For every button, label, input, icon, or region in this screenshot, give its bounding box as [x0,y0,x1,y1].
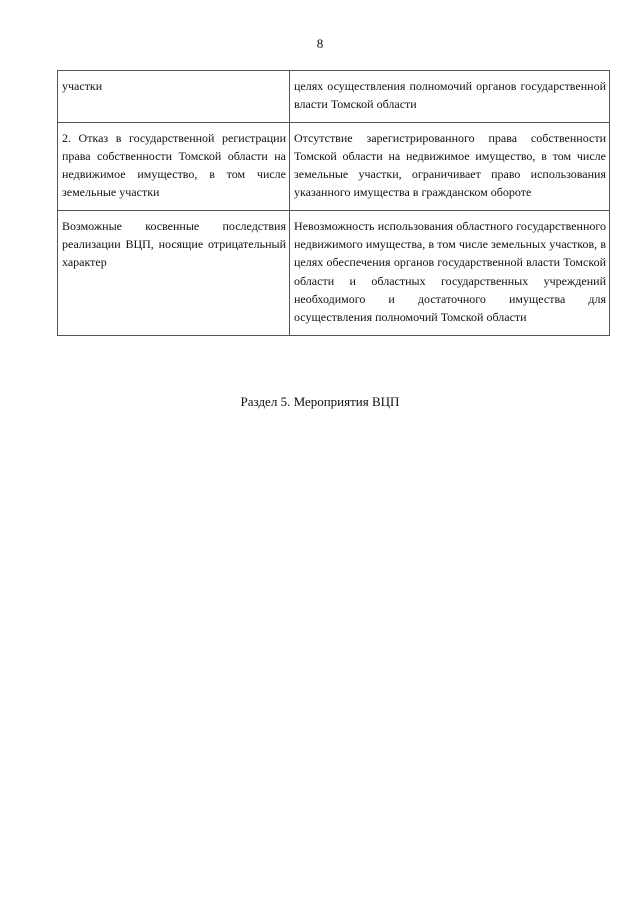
table-row [58,122,610,210]
cell-text: участки [62,79,103,93]
content-table [57,70,610,336]
cell-text: 2. Отказ в государственной регистрации права собственности Томской области на недвижимое имущество, в том числе земельные участки [62,130,286,200]
table-cell-left [58,71,290,123]
table-cell-right [290,71,610,123]
cell-text: Возможные косвенные последствия реализации ВЦП, носящие отрицательный характер [62,218,286,270]
table-cell-right [290,122,610,210]
section-title: Раздел 5. Мероприятия ВЦП [240,394,400,409]
table-cell-right [290,210,610,335]
cell-text: Отсутствие зарегистрированного права собственности Томской области на недвижимое имущество, в том числе земельные участки, ограничивает право использования указанного имущества в гражданском обороте [294,130,606,200]
table-row [58,210,610,335]
table-row [58,71,610,123]
cell-text: Невозможность использования областного государственного недвижимого имущества, в том числе земельных участков, в целях обеспечения органов государственной власти Томской области и областных государственных учреждений необходимого и достаточного имущества для осуществления полномочий Томской области [294,218,606,325]
table-cell-left [58,210,290,335]
page-number: 8 [316,36,324,51]
table-cell-left [58,122,290,210]
cell-text: целях осуществления полномочий органов государственной власти Томской области [294,79,606,112]
